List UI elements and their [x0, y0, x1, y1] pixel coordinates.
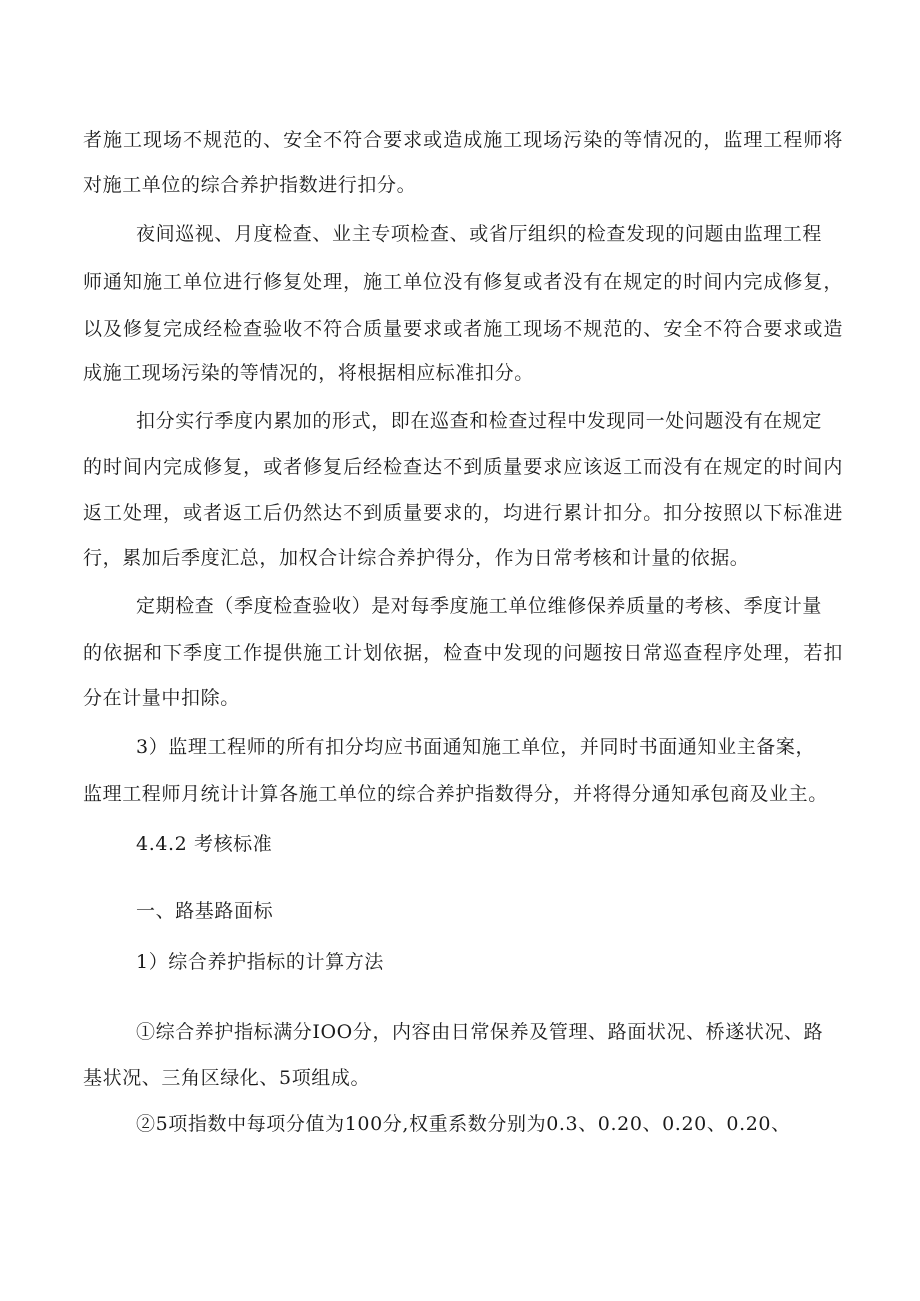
paragraph-4-line-3: 分在计量中扣除。: [83, 687, 240, 709]
section-heading-4-4-2: 4.4.2 考核标准: [136, 833, 273, 855]
paragraph-1-line-1: 者施工现场不规范的、安全不符合要求或造成施工现场污染的等情况的，监理工程师将: [83, 129, 843, 151]
paragraph-3-line-3: 返工处理，或者返工后仍然达不到质量要求的，均进行累计扣分。扣分按照以下标准进: [83, 502, 843, 524]
paragraph-2-line-4: 成施工现场污染的等情况的，将根据相应标准扣分。: [83, 362, 534, 384]
paragraph-7-line-1: ②5项指数中每项分值为100分,权重系数分别为0.3、0.20、0.20、0.20、: [136, 1113, 791, 1135]
paragraph-4-line-2: 的依据和下季度工作提供施工计划依据，检查中发现的问题按日常巡查程序处理，若扣: [83, 642, 843, 664]
paragraph-2-line-1: 夜间巡视、月度检查、业主专项检查、或省厅组织的检查发现的问题由监理工程: [136, 223, 823, 245]
paragraph-3-line-1: 扣分实行季度内累加的形式，即在巡查和检查过程中发现同一处问题没有在规定: [136, 410, 823, 432]
item-heading-calculation-method: 1）综合养护指标的计算方法: [136, 951, 384, 973]
paragraph-6-line-1: ①综合养护指标满分IOO分，内容由日常保养及管理、路面状况、桥遂状况、路: [136, 1021, 824, 1043]
paragraph-2-line-3: 以及修复完成经检查验收不符合质量要求或者施工现场不规范的、安全不符合要求或造: [83, 318, 843, 340]
paragraph-4-line-1: 定期检查（季度检查验收）是对每季度施工单位维修保养质量的考核、季度计量: [136, 595, 823, 617]
paragraph-2-line-2: 师通知施工单位进行修复处理，施工单位没有修复或者没有在规定的时间内完成修复，: [83, 271, 843, 293]
paragraph-3-line-2: 的时间内完成修复，或者修复后经检查达不到质量要求应该返工而没有在规定的时间内: [83, 456, 843, 478]
paragraph-1-line-2: 对施工单位的综合养护指数进行扣分。: [83, 174, 417, 196]
paragraph-6-line-2: 基状况、三角区绿化、5项组成。: [83, 1067, 371, 1089]
paragraph-5-line-2: 监理工程师月统计计算各施工单位的综合养护指数得分，并将得分通知承包商及业主。: [83, 783, 828, 805]
subsection-heading-roadbed: 一、路基路面标: [136, 900, 274, 922]
paragraph-3-line-4: 行，累加后季度汇总，加权合计综合养护得分，作为日常考核和计量的依据。: [83, 547, 750, 569]
paragraph-5-line-1: 3）监理工程师的所有扣分均应书面通知施工单位，并同时书面通知业主备案，: [136, 736, 816, 758]
